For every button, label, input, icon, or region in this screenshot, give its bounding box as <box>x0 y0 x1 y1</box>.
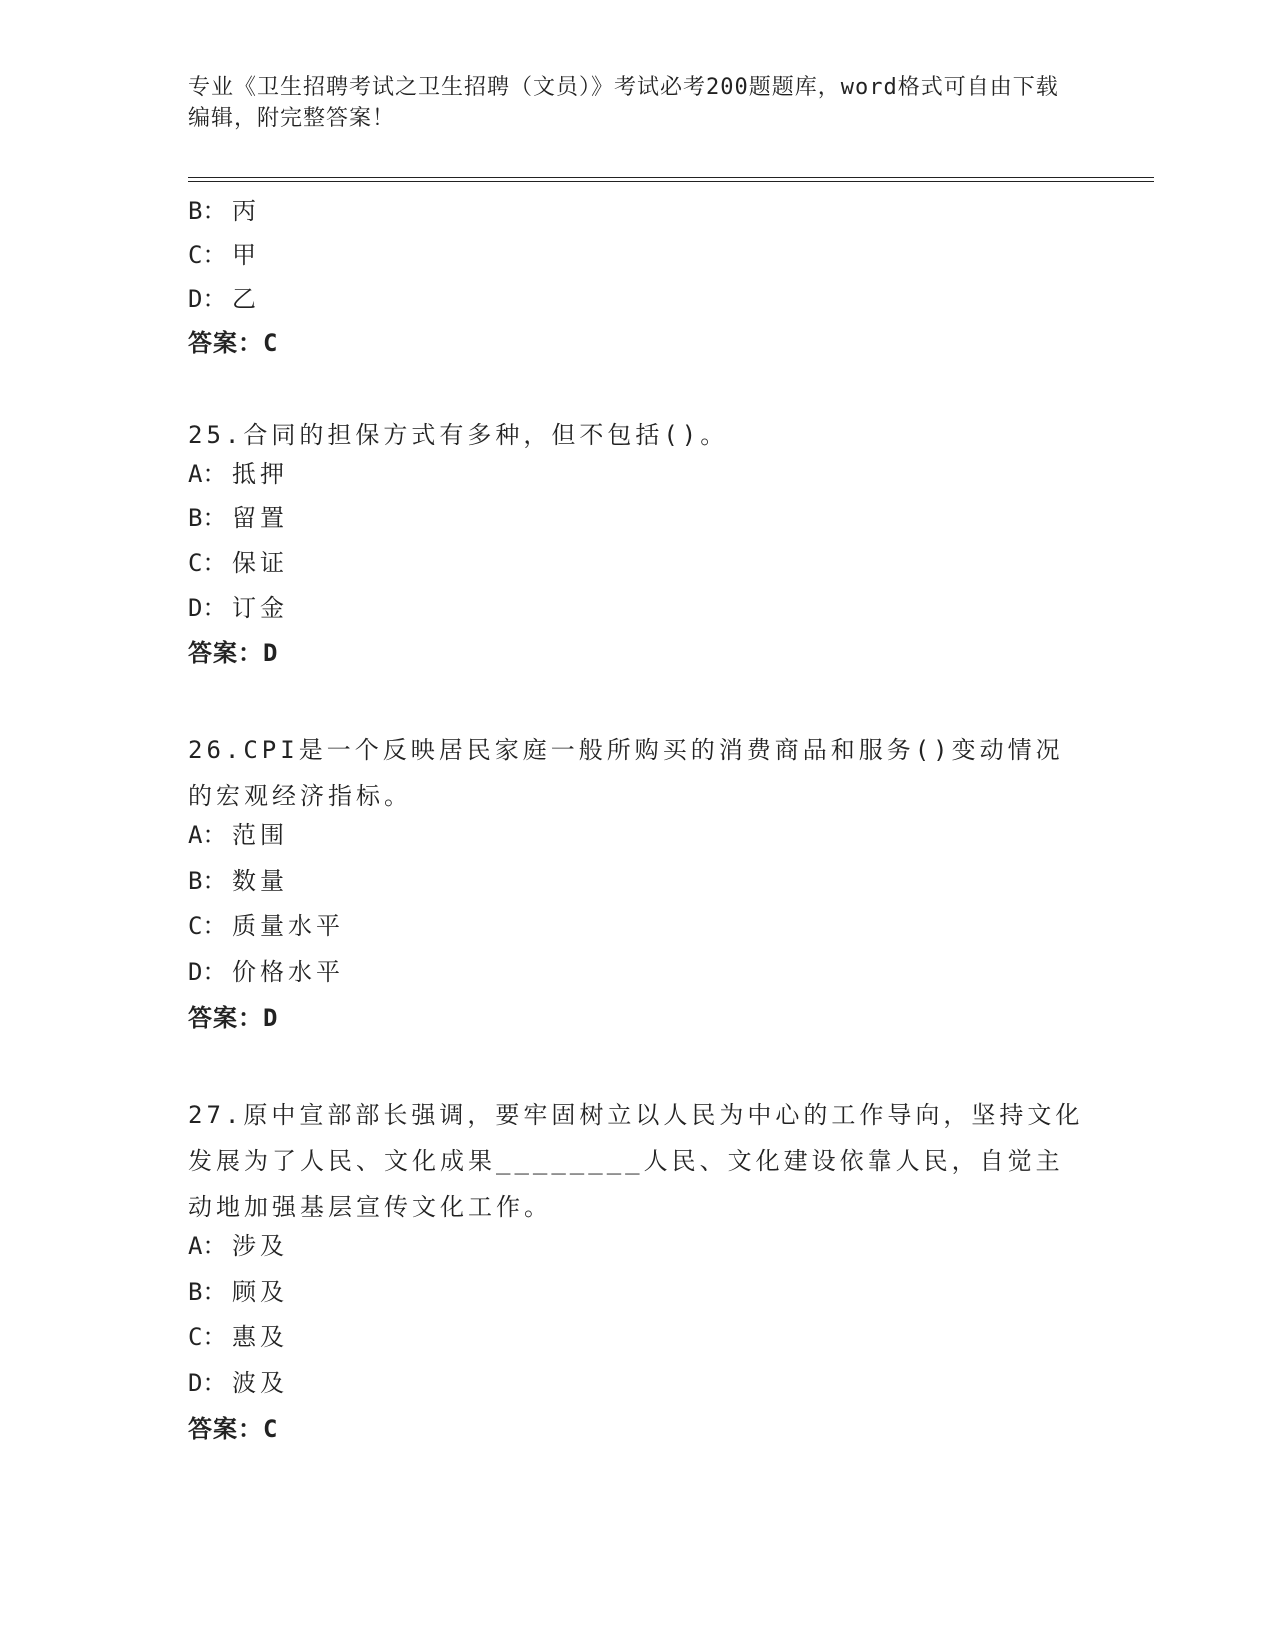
q24-answer: 答案：C <box>188 329 279 357</box>
q24-option-d: D： 乙 <box>188 285 260 313</box>
q27-answer: 答案：C <box>188 1415 279 1443</box>
q26-answer: 答案：D <box>188 1004 279 1032</box>
q27-stem: 27.原中宣部部长强调，要牢固树立以人民为中心的工作导向，坚持文化发展为了人民、文化成果________人民、文化建设依靠人民，自觉主动地加强基层宣传文化工作。 <box>188 1101 1084 1221</box>
q26-option-b: B： 数量 <box>188 867 288 895</box>
q27-option-a: A： 涉及 <box>188 1232 288 1260</box>
q25-option-a: A： 抵押 <box>188 460 288 488</box>
q27-option-d: D： 波及 <box>188 1369 288 1397</box>
q26-option-d: D： 价格水平 <box>188 958 344 986</box>
q26-option-a: A： 范围 <box>188 821 288 849</box>
q25-option-d: D： 订金 <box>188 594 288 622</box>
q26-stem: 26.CPI是一个反映居民家庭一般所购买的消费商品和服务()变动情况的宏观经济指标。 <box>188 736 1064 810</box>
header-divider-top <box>188 177 1154 178</box>
header-divider-bottom <box>188 181 1154 182</box>
document-header-title: 专业《卫生招聘考试之卫生招聘（文员）》考试必考200题题库，word格式可自由下载编辑，附完整答案！ <box>188 75 1059 131</box>
q24-option-b: B： 丙 <box>188 197 260 225</box>
q27-option-b: B： 顾及 <box>188 1278 288 1306</box>
q25-stem: 25.合同的担保方式有多种，但不包括()。 <box>188 421 729 449</box>
q27-option-c: C： 惠及 <box>188 1323 288 1351</box>
q25-option-b: B： 留置 <box>188 504 288 532</box>
q24-option-c: C： 甲 <box>188 241 260 269</box>
q25-answer: 答案：D <box>188 639 279 667</box>
q26-option-c: C： 质量水平 <box>188 912 344 940</box>
q25-option-c: C： 保证 <box>188 549 288 577</box>
